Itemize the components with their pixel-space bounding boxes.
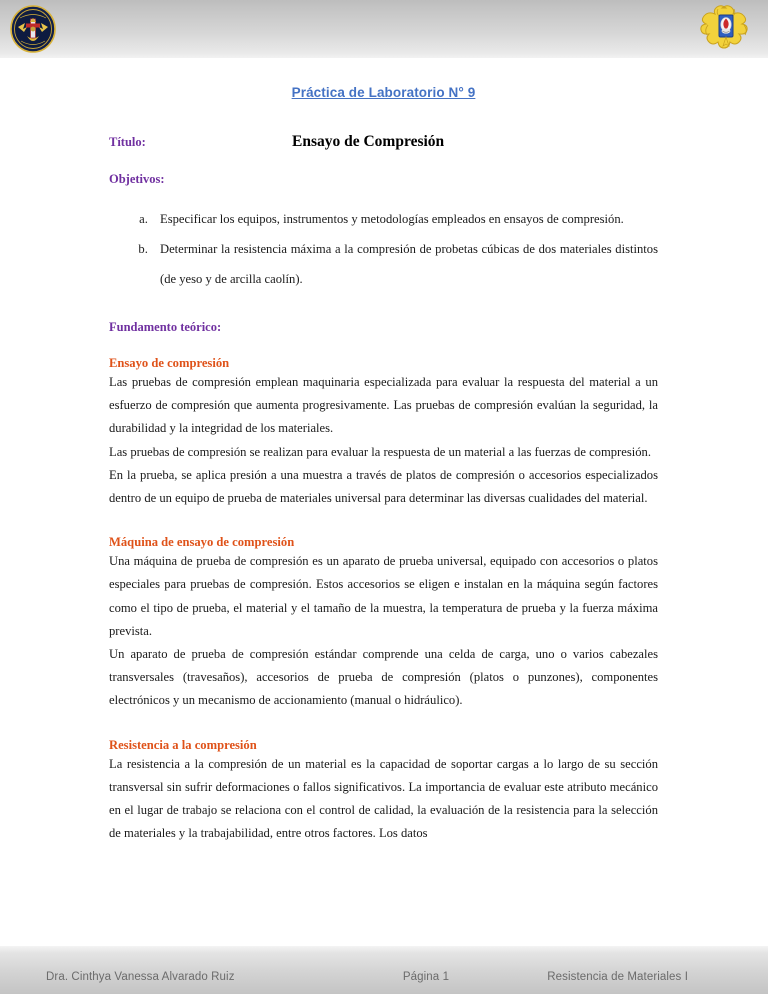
page-footer xyxy=(0,946,768,994)
university-seal-logo xyxy=(9,5,57,53)
objectives-label: Objetivos: xyxy=(109,172,165,186)
footer-author: Dra. Cinthya Vanessa Alvarado Ruiz xyxy=(46,971,235,983)
paragraph: Las pruebas de compresión se realizan para evaluar la respuesta de un material a las fuerzas de compresión. xyxy=(109,444,651,459)
title-row xyxy=(109,133,658,153)
theory-label: Fundamento teórico: xyxy=(109,320,222,334)
paragraph: En la prueba, se aplica presión a una muestra a través de platos de compresión o accesorios especializados dentro de un equipo de prueba de materiales universal para determinar las diversas cualidades del material. xyxy=(109,467,658,506)
paragraph: Las pruebas de compresión emplean maquinaria especializada para evaluar la respuesta del material a un esfuerzo de compresión que aumenta progresivamente. Las pruebas de compresión evalúan la seguridad, la durabilidad y la integridad de los materiales. xyxy=(109,375,658,436)
section-heading-ensayo-de-compresion: Ensayo de compresión xyxy=(109,356,230,370)
page-title[interactable]: Práctica de Laboratorio N° 9 xyxy=(291,85,476,100)
document-body xyxy=(109,58,658,845)
footer-content xyxy=(46,968,722,986)
section-heading-maquina-de-ensayo: Máquina de ensayo de compresión xyxy=(109,535,295,550)
list-item: a. Especificar los equipos, instrumentos y metodologías empleados en ensayos de compresión. xyxy=(151,204,658,234)
footer-course-name: Resistencia de Materiales I xyxy=(547,971,688,983)
page-header xyxy=(0,0,768,58)
title-label: Título: xyxy=(109,135,146,149)
section-heading-resistencia-a-la-compresion: Resistencia a la compresión xyxy=(109,737,257,752)
double-headed-eagle-crest-logo xyxy=(700,3,752,55)
footer-page-number: Página 1 xyxy=(402,971,450,983)
paragraph: La resistencia a la compresión de un material es la capacidad de soportar cargas a lo largo de su sección transversal sin sufrir deformaciones o fallos significativos. La importancia de evaluar este atributo mecánico en el lugar de trabajo se relaciona con el control de calidad, la evaluación de la resistencia para la selección de materiales y la trabajabilidad, entre otros factores. Los datos xyxy=(109,756,658,841)
experiment-title: Ensayo de Compresión xyxy=(292,133,445,150)
objectives-list xyxy=(109,204,658,294)
paragraph: Un aparato de prueba de compresión estándar comprende una celda de carga, uno o varios cabezales transversales (travesaños), accesorios de prueba de compresión (platos o punzones), componentes electrónicos y un mecanismo de accionamiento (manual o hidráulico). xyxy=(109,647,658,708)
paragraph: Una máquina de prueba de compresión es un aparato de prueba universal, equipado con accesorios o platos especiales para pruebas de compresión. Estos accesorios se eligen e instalan en la máquina según factores como el tipo de prueba, el material y el tamaño de la muestra, la temperatura de prueba y la fuerza máxima prevista. xyxy=(109,554,658,638)
list-item: b. Determinar la resistencia máxima a la compresión de probetas cúbicas de dos materiales distintos (de yeso y de arcilla caolín). xyxy=(151,234,658,294)
